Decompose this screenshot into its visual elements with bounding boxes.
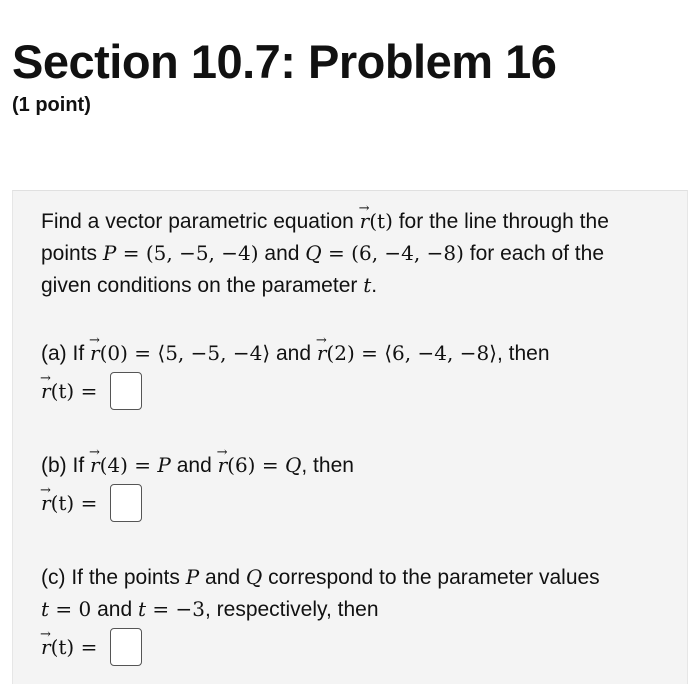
math-expr: ⟨6, −4, −8⟩ <box>384 341 497 365</box>
point-q: Q <box>305 241 322 265</box>
part-c <box>41 561 600 669</box>
answer-row-c <box>41 625 600 669</box>
math-expr: ⟨5, −5, −4⟩ <box>157 341 271 365</box>
intro-text: Find a vector parametric equation <box>41 210 360 233</box>
math-expr: (6) <box>227 453 256 477</box>
answer-row-b <box>41 481 354 525</box>
vector-r: → r <box>41 631 51 663</box>
math-expr: (t) = <box>50 491 104 515</box>
param-t: t <box>363 273 372 297</box>
vector-r: → r <box>41 487 51 519</box>
intro-text: given conditions on the parameter <box>41 274 364 297</box>
problem-panel <box>12 190 688 684</box>
part-text: correspond to the parameter values <box>262 566 600 589</box>
point-p: P <box>185 565 200 589</box>
math-expr: = 0 <box>49 597 92 621</box>
point-p: P <box>157 453 171 477</box>
part-b-label: (b) If <box>41 454 91 477</box>
point-q: Q <box>284 453 302 477</box>
math-expr: = <box>354 341 385 365</box>
answer-input-b[interactable] <box>110 484 142 522</box>
point-q: Q <box>245 565 263 589</box>
math-expr: = <box>321 241 352 265</box>
part-a-label: (a) If <box>41 342 91 365</box>
point-value: (1 point) <box>12 94 91 116</box>
answer-input-c[interactable] <box>110 628 142 666</box>
point-p-coords: (5, −5, −4) <box>145 241 259 265</box>
param-t: t <box>41 597 50 621</box>
part-c-label: (c) If the points <box>41 566 186 589</box>
part-text: , respectively, then <box>204 598 379 621</box>
answer-row-a <box>41 369 550 413</box>
part-text: , then <box>496 342 550 365</box>
math-expr: = <box>127 341 158 365</box>
part-a <box>41 337 550 413</box>
math-expr: (4) <box>99 453 128 477</box>
problem-title: Section 10.7: Problem 16 <box>12 35 557 88</box>
math-expr: (2) <box>326 341 355 365</box>
point-q-coords: (6, −4, −8) <box>351 241 464 265</box>
math-expr: (t) = <box>50 635 104 659</box>
part-b <box>41 449 354 525</box>
intro-text: . <box>371 274 378 297</box>
math-expr: = <box>127 453 158 477</box>
vector-r: → r <box>90 337 100 369</box>
part-text: and <box>199 566 246 589</box>
intro-text: and <box>258 242 306 265</box>
part-text: and <box>91 598 138 621</box>
math-expr: = <box>116 241 146 265</box>
math-expr: = −3 <box>146 597 205 621</box>
math-expr: (t) <box>369 209 393 233</box>
vector-r: → r <box>90 449 100 481</box>
answer-input-a[interactable] <box>110 372 142 410</box>
intro-text: for each of the <box>463 242 604 265</box>
problem-statement <box>41 205 609 301</box>
math-expr: = <box>255 453 285 477</box>
vector-r: → r <box>360 205 370 237</box>
vector-r: → r <box>41 375 51 407</box>
intro-text: points <box>41 242 103 265</box>
vector-r: → r <box>317 337 327 369</box>
vector-r: → r <box>218 449 228 481</box>
part-text: and <box>270 342 317 365</box>
math-expr: (t) = <box>50 379 104 403</box>
part-text: and <box>170 454 218 477</box>
point-p: P <box>102 241 117 265</box>
math-expr: (0) <box>99 341 128 365</box>
param-t: t <box>137 597 147 621</box>
part-text: , then <box>301 454 354 477</box>
intro-text: for the line through the <box>392 210 609 233</box>
